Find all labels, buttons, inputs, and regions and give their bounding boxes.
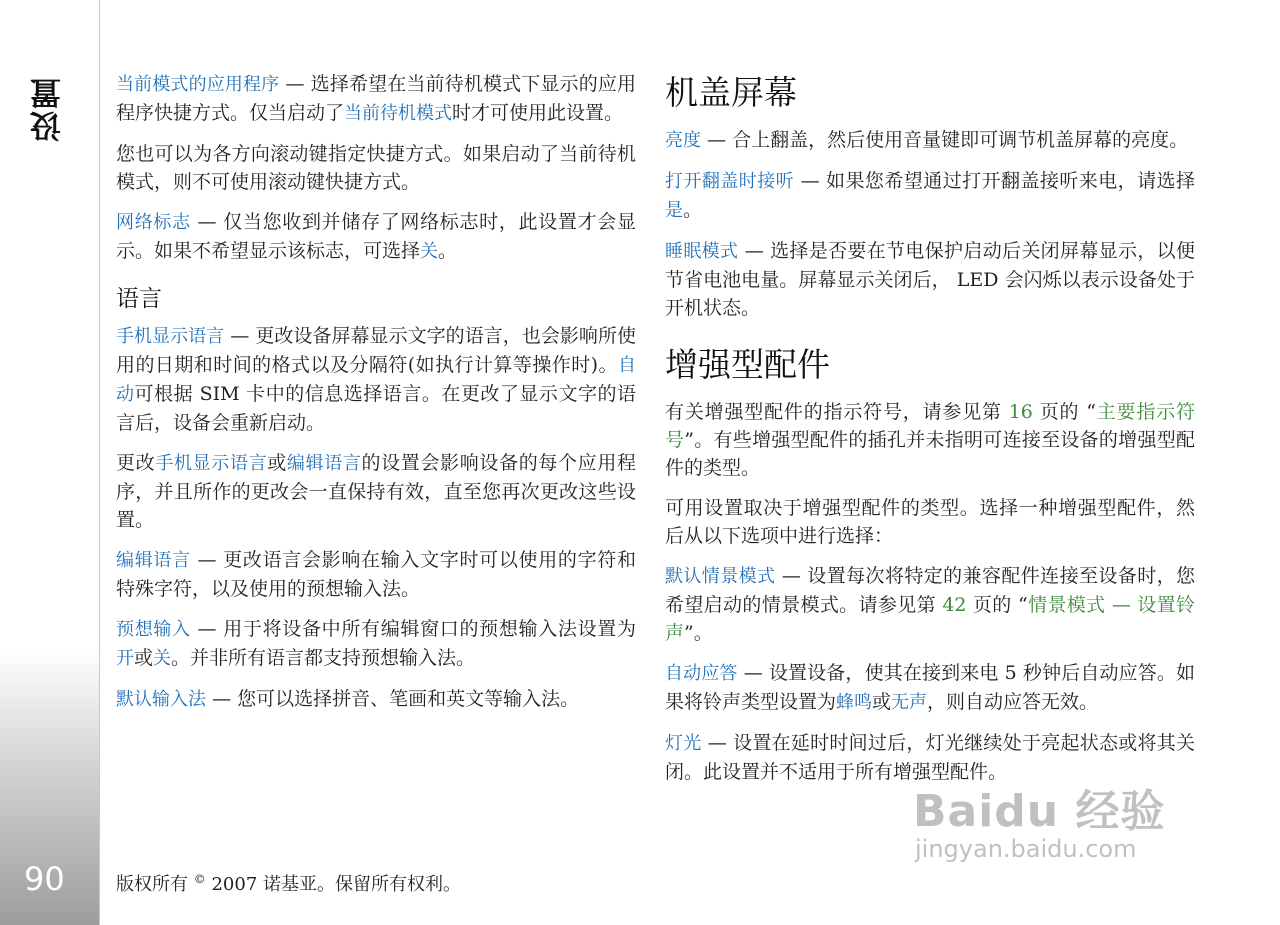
term-writing-language: 编辑语言 [116, 550, 191, 571]
heading-enhancements: 增强型配件 [665, 345, 830, 384]
paragraph-writing-language: 编辑语言 — 更改语言会影响在输入文字时可以使用的字符和特殊字符，以及使用的预想输入法。 [116, 549, 636, 600]
paragraph-language-change-effect: 更改手机显示语言或编辑语言的设置会影响设备的每个应用程序，并且所作的更改会一直保持有效，直至您再次更改这些设置。 [116, 452, 636, 531]
heading-language: 语言 [116, 286, 162, 312]
term-auto-answer: 自动应答 [665, 663, 738, 684]
baidu-watermark [905, 775, 1205, 875]
term-default-input: 默认输入法 [116, 689, 206, 710]
paragraph-predictive-text: 预想输入 — 用于将设备中所有编辑窗口的预想输入法设置为开或关。并非所有语言都支持预想输入法。 [116, 618, 636, 669]
term-phone-language-ref: 手机显示语言 [155, 453, 268, 474]
term-silent: 无声 [891, 692, 928, 713]
term-writing-language-ref: 编辑语言 [286, 453, 362, 474]
term-brightness: 亮度 [665, 130, 701, 151]
side-bar [0, 0, 100, 925]
paragraph-auto-answer: 自动应答 — 设置设备，使其在接到来电 5 秒钟后自动应答。如果将铃声类型设置为蜂鸣或无声，则自动应答无效。 [665, 662, 1196, 713]
term-on: 开 [116, 648, 134, 669]
paragraph-sleep-mode: 睡眠模式 — 选择是否要在节电保护启动后关闭屏幕显示，以便节省电池电量。屏幕显示关闭后， LED 会闪烁以表示设备处于开机状态。 [665, 240, 1195, 319]
paragraph-brightness: 亮度 — 合上翻盖，然后使用音量键即可调节机盖屏幕的亮度。 [665, 129, 1189, 151]
term-sleep-mode: 睡眠模式 [665, 241, 739, 262]
page-ref-42[interactable]: 42 [942, 594, 967, 616]
term-lights: 灯光 [665, 733, 702, 754]
page-ref-16[interactable]: 16 [1008, 401, 1033, 423]
paragraph-operator-logo: 网络标志 — 仅当您收到并储存了网络标志时，此设置才会显示。如果不希望显示该标志，可选择关。 [116, 211, 636, 262]
paragraph-available-settings: 可用设置取决于增强型配件的类型。选择一种增强型配件，然后从以下选项中进行选择： [665, 497, 1195, 547]
term-operator-logo: 网络标志 [116, 212, 191, 233]
term-default-profile: 默认情景模式 [665, 566, 776, 587]
paragraph-phone-language: 手机显示语言 — 更改设备屏幕显示文字的语言，也会影响所使用的日期和时间的格式以及分隔符(如执行计算等操作时)。自动可根据 SIM 卡中的信息选择语言。在更改了显示文字的语言后，设备会重新启动。 [116, 325, 637, 434]
heading-cover-display: 机盖屏幕 [665, 73, 797, 112]
term-phone-language: 手机显示语言 [116, 326, 225, 347]
left-column [116, 70, 636, 726]
watermark-url: jingyan.baidu.com [915, 835, 1137, 863]
link-profiles-tones[interactable]: 情景模式 — 设置铃声 [665, 594, 1196, 644]
right-column [665, 72, 1195, 798]
term-active-standby: 当前待机模式 [344, 103, 453, 124]
watermark-logo: Baidu 经验 [913, 786, 1166, 837]
term-open-fold-answer: 打开翻盖时接听 [665, 171, 795, 192]
page-number: 90 [24, 860, 65, 898]
paragraph-enhancement-indicators: 有关增强型配件的指示符号，请参见第 16 页的 “主要指示符号”。有些增强型配件的插孔并未指明可连接至设备的增强型配件的类型。 [665, 401, 1195, 479]
term-off: 关 [420, 241, 439, 262]
term-automatic: 自动 [116, 355, 636, 405]
copyright-symbol: © [193, 872, 206, 886]
paragraph-default-input: 默认输入法 — 您可以选择拼音、笔画和英文等输入法。 [116, 688, 580, 710]
term-yes: 是 [665, 200, 683, 221]
copyright-footer: 版权所有 © 2007 诺基亚。保留所有权利。 [116, 872, 461, 895]
section-tab: 设置 [31, 76, 67, 142]
term-beep: 蜂鸣 [836, 692, 873, 713]
term-current-mode-apps: 当前模式的应用程序 [116, 74, 280, 95]
paragraph-default-profile: 默认情景模式 — 设置每次将特定的兼容配件连接至设备时，您希望启动的情景模式。请参见第 42 页的 “情景模式 — 设置铃声”。 [665, 565, 1196, 644]
paragraph-current-mode-apps: 当前模式的应用程序 — 选择希望在当前待机模式下显示的应用程序快捷方式。仅当启动了当前待机模式时才可使用此设置。 [116, 73, 636, 124]
paragraph-scroll-shortcuts: 您也可以为各方向滚动键指定快捷方式。如果启动了当前待机模式，则不可使用滚动键快捷方式。 [116, 143, 636, 193]
term-off-2: 关 [153, 648, 172, 669]
paragraph-lights: 灯光 — 设置在延时时间过后，灯光继续处于亮起状态或将其关闭。此设置并不适用于所有增强型配件。 [665, 732, 1195, 783]
term-predictive-text: 预想输入 [116, 619, 191, 640]
paragraph-open-fold-answer: 打开翻盖时接听 — 如果您希望通过打开翻盖接听来电，请选择是。 [665, 170, 1195, 221]
link-main-indicators[interactable]: 主要指示符号 [665, 401, 1195, 451]
